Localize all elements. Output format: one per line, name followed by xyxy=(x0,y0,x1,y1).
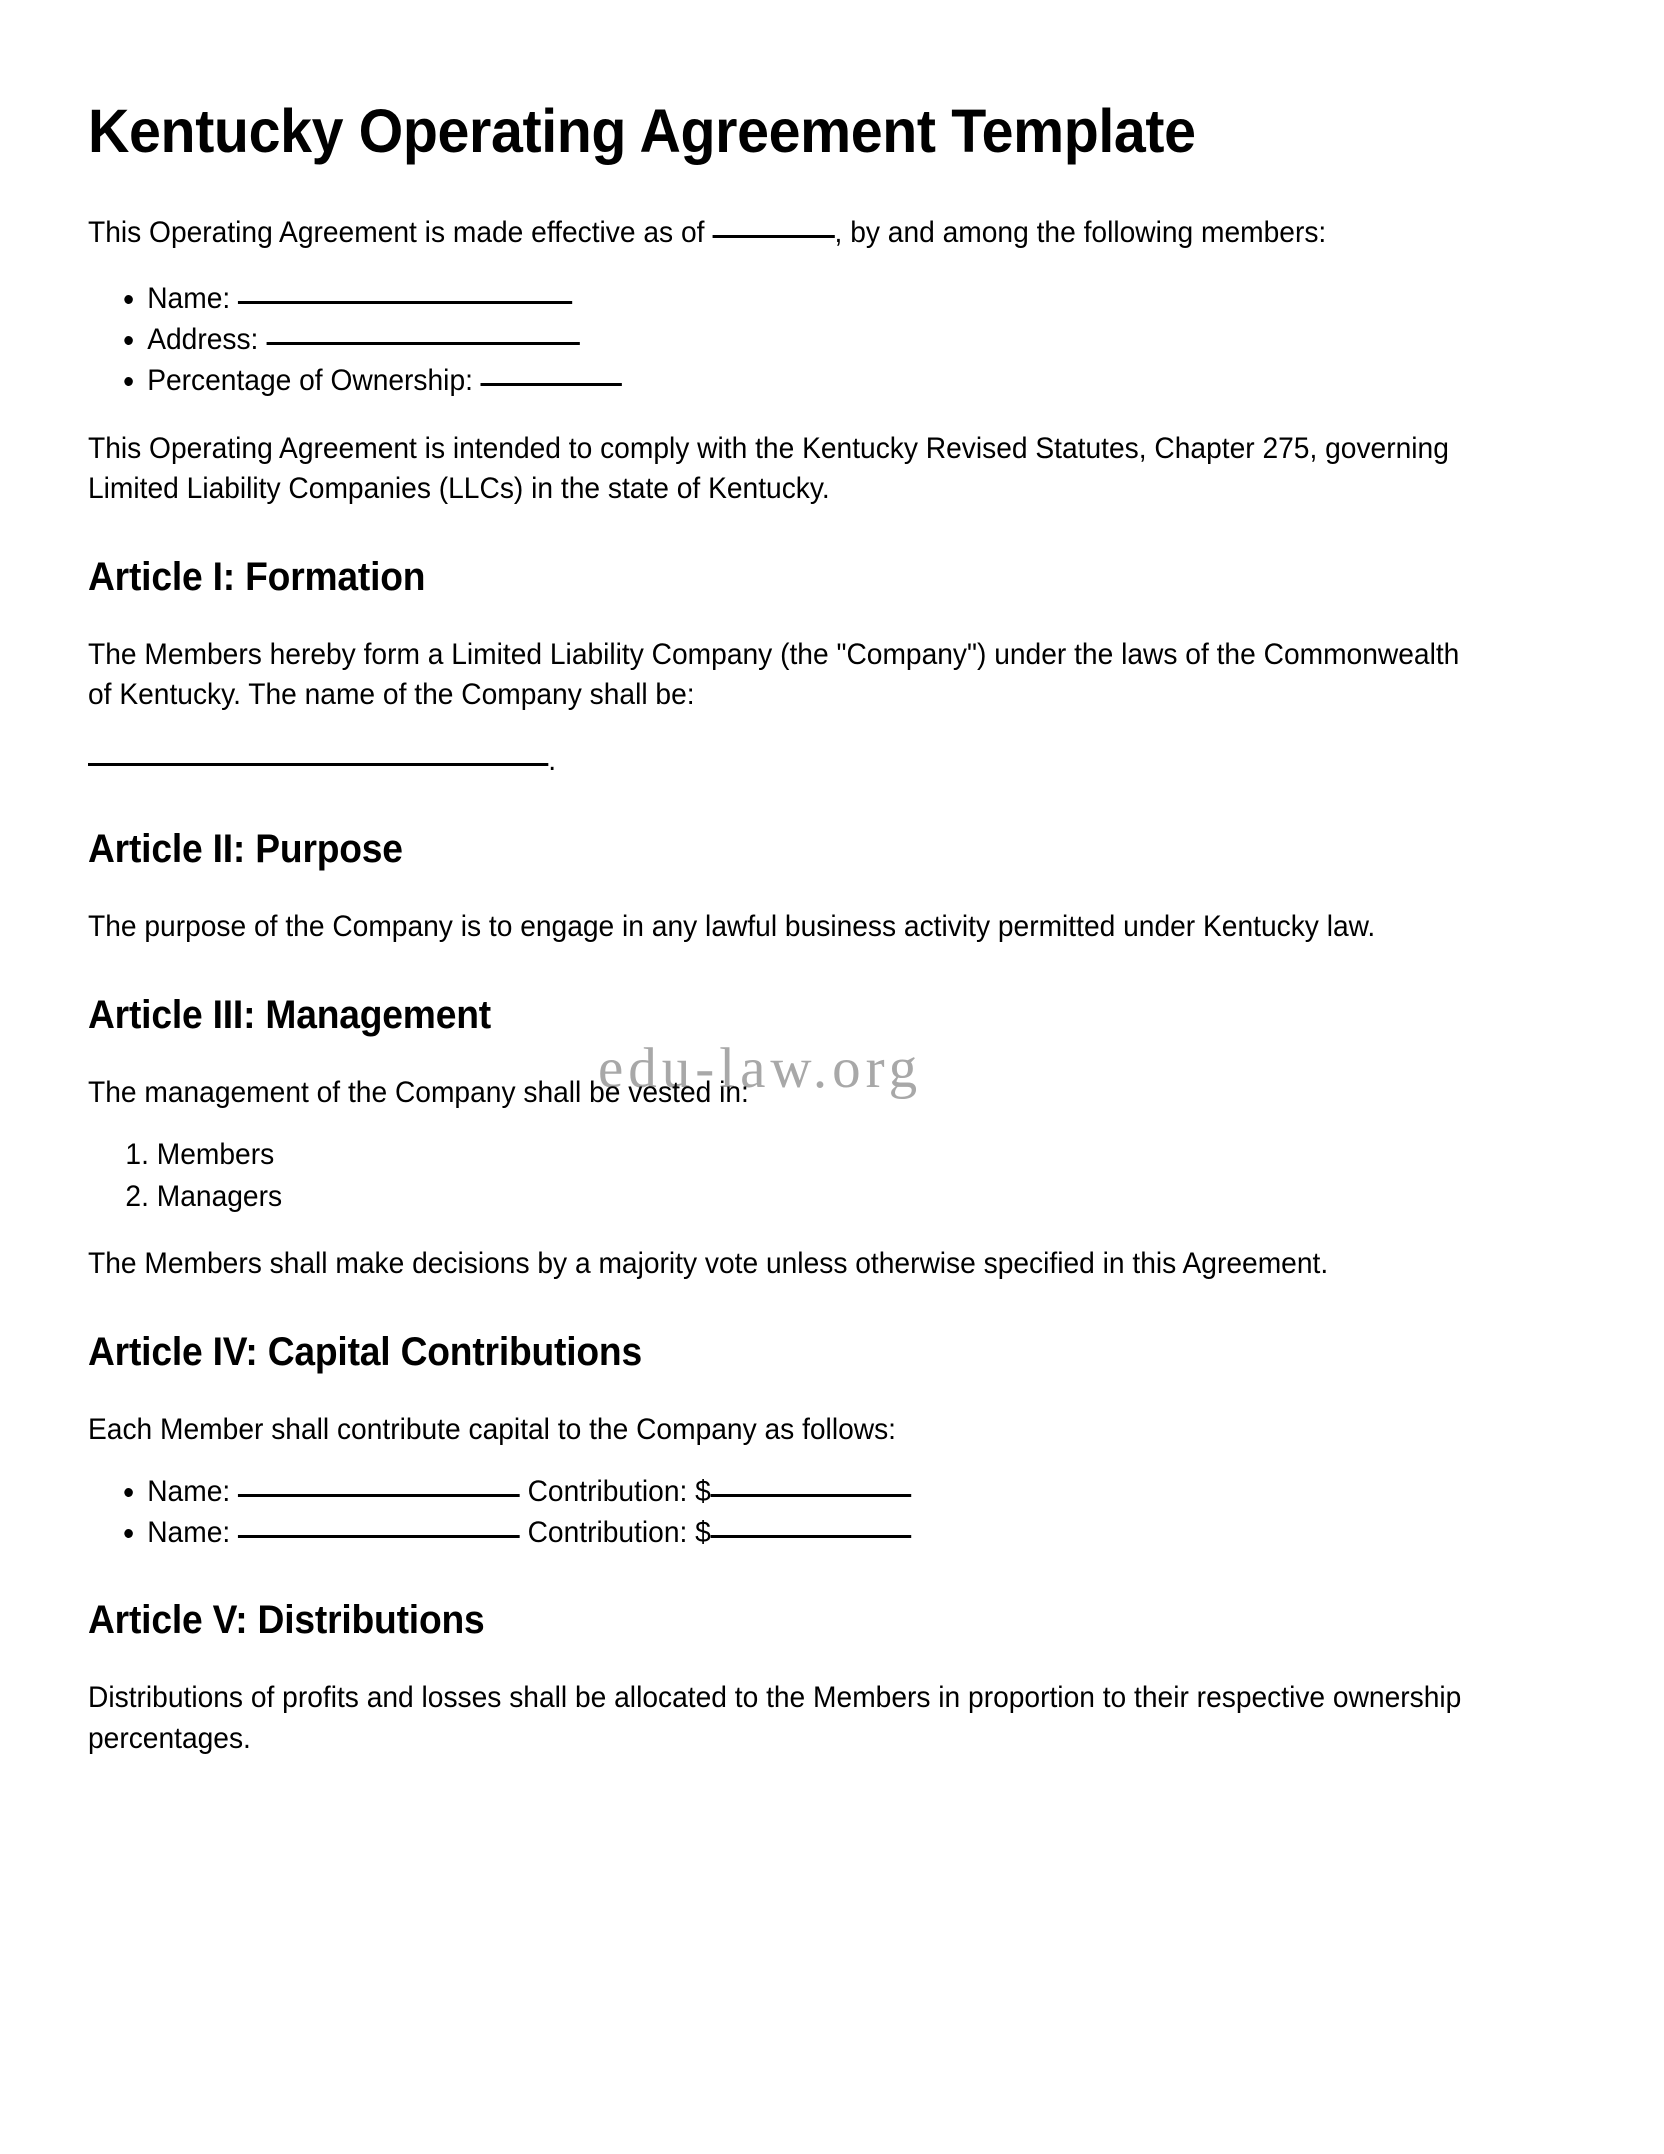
intro-paragraph xyxy=(88,213,1480,253)
article-iv-heading: Article IV: Capital Contributions xyxy=(88,1329,642,1374)
article-iii-intro: The management of the Company shall be vested in: xyxy=(88,1076,749,1110)
management-options-list xyxy=(88,1135,1480,1215)
member-percentage-label: Percentage of Ownership: xyxy=(147,364,473,398)
contribution-name-label: Name: xyxy=(147,1516,231,1550)
list-item xyxy=(147,320,1480,359)
article-v-heading: Article V: Distributions xyxy=(88,1598,485,1643)
article-v-body: Distributions of profits and losses shall be allocated to the Members in proportion to their respective ownership percentages. xyxy=(88,1681,1462,1755)
document-body xyxy=(88,96,1546,1759)
article-iv-intro: Each Member shall contribute capital to the Company as follows: xyxy=(88,1412,897,1446)
intro-lead-before: This Operating Agreement is made effective as of xyxy=(88,215,705,249)
compliance-paragraph: This Operating Agreement is intended to comply with the Kentucky Revised Statutes, Chapter 275, governing Limited Liability Companies (LLCs) in the state of Kentucky. xyxy=(88,431,1449,505)
list-item xyxy=(147,279,1480,318)
list-item xyxy=(147,1513,1480,1552)
member-fields-list xyxy=(88,279,1480,401)
effective-date-blank[interactable] xyxy=(712,235,834,238)
contribution-amount-blank[interactable] xyxy=(711,1535,912,1538)
article-ii-heading: Article II: Purpose xyxy=(88,827,403,872)
article-i-body-before: The Members hereby form a Limited Liability Company (the "Company") under the laws of the Commonwealth of Kentucky. The name of the Company shall be: xyxy=(88,637,1460,711)
contribution-name-blank[interactable] xyxy=(238,1535,520,1538)
article-i-company-name-line xyxy=(88,741,1480,781)
article-iii-closing: The Members shall make decisions by a majority vote unless otherwise specified in this Agreement. xyxy=(88,1246,1329,1280)
contribution-name-blank[interactable] xyxy=(238,1494,520,1497)
list-item: 2. Managers xyxy=(157,1177,1481,1216)
article-ii-body: The purpose of the Company is to engage in any lawful business activity permitted under Kentucky law. xyxy=(88,910,1376,944)
member-address-blank[interactable] xyxy=(266,342,579,345)
capital-contributions-list xyxy=(88,1472,1480,1552)
company-name-blank[interactable] xyxy=(88,763,548,766)
member-name-label: Name: xyxy=(147,281,231,315)
list-item: 1. Members xyxy=(157,1135,1481,1174)
member-percentage-blank[interactable] xyxy=(481,383,622,386)
article-i-heading: Article I: Formation xyxy=(88,554,426,599)
intro-lead-after: , by and among the following members: xyxy=(834,215,1327,249)
page-title: Kentucky Operating Agreement Template xyxy=(88,97,1196,165)
list-item xyxy=(147,361,1480,400)
contribution-amount-label: Contribution: $ xyxy=(527,1516,711,1550)
member-name-blank[interactable] xyxy=(238,301,572,304)
article-iii-heading: Article III: Management xyxy=(88,993,491,1038)
article-i-body-after: . xyxy=(548,744,557,777)
member-address-label: Address: xyxy=(147,323,259,357)
list-item xyxy=(147,1472,1480,1511)
watermark-text: edu-law.org xyxy=(598,1037,923,1100)
article-i-body xyxy=(88,635,1480,715)
contribution-name-label: Name: xyxy=(147,1475,231,1509)
contribution-amount-label: Contribution: $ xyxy=(527,1475,711,1509)
contribution-amount-blank[interactable] xyxy=(711,1494,912,1497)
